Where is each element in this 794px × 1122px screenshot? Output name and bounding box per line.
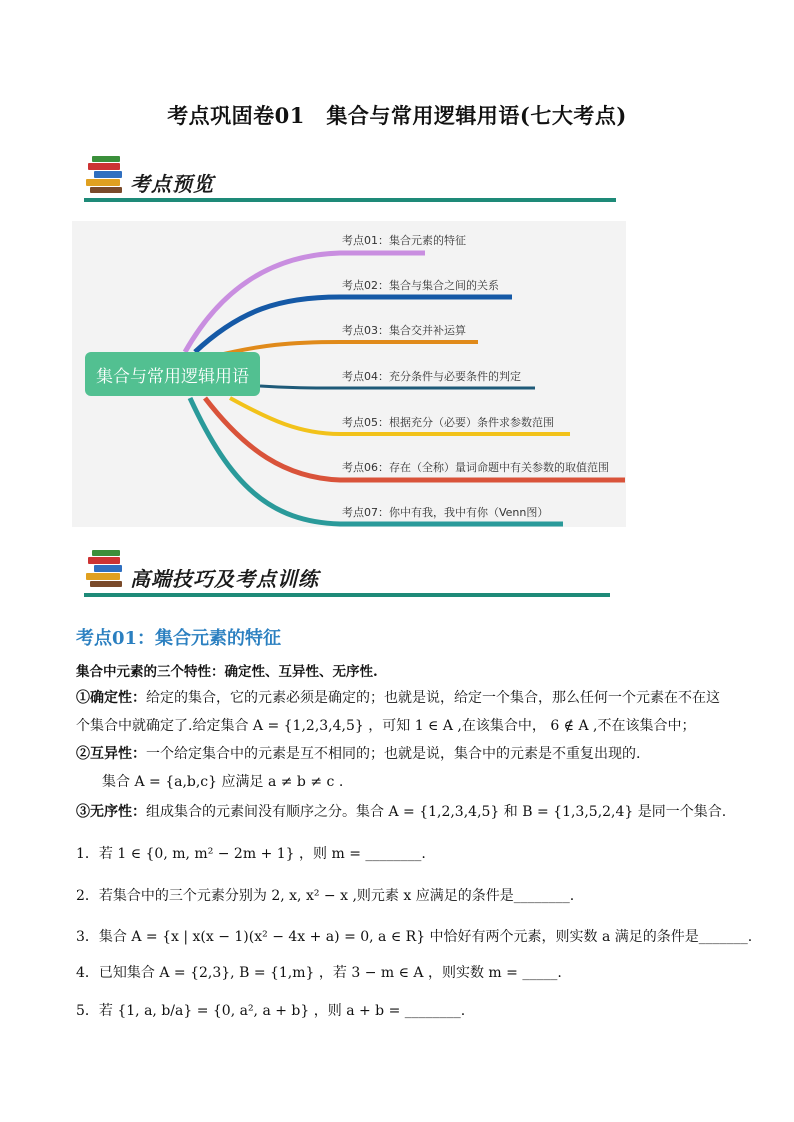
- training-divider: [84, 593, 610, 597]
- mindmap-branch-label-07: 考点07：你中有我，我中有你（Venn图）: [342, 506, 549, 519]
- mindmap-branch-label-04: 考点04：充分条件与必要条件的判定: [342, 370, 521, 383]
- paragraph-line: 集合 A = {a,b,c} 应满足 a ≠ b ≠ c .: [102, 774, 344, 790]
- question-4: 4．已知集合 A = {2,3}, B = {1,m} ，若 3 − m ∈ A ，则实数 m = _____.: [76, 965, 562, 981]
- question-1: 1．若 1 ∈ {0, m, m² − 2m + 1} ，则 m = ________.: [76, 846, 426, 862]
- question-2: 2．若集合中的三个元素分别为 2, x, x² − x ,则元素 x 应满足的条件是________.: [76, 888, 575, 904]
- mindmap-branch-label-05: 考点05：根据充分（必要）条件求参数范围: [342, 416, 554, 429]
- mindmap-branch-label-06: 考点06：存在（全称）量词命题中有关参数的取值范围: [342, 461, 609, 474]
- paragraph-head: ①确定性：: [76, 690, 146, 706]
- paragraph-head: ③无序性：: [76, 804, 146, 820]
- section-intro: 集合中元素的三个特性：确定性、互异性、无序性.: [76, 664, 378, 680]
- paragraph-head: ②互异性：: [76, 746, 146, 762]
- mindmap-branch-label-02: 考点02：集合与集合之间的关系: [342, 279, 499, 292]
- paragraph-line: 给定的集合，它的元素必须是确定的；也就是说，给定一个集合，那么任何一个元素在不在这: [146, 690, 720, 706]
- section-title: 考点01：集合元素的特征: [76, 628, 282, 649]
- paragraph-line: 个集合中就确定了.给定集合 A = {1,2,3,4,5} ，可知 1 ∈ A ,在该集合中， 6 ∉ A ,不在该集合中；: [76, 718, 696, 734]
- paragraph-determinacy: [76, 684, 720, 712]
- paragraph-unordered: [76, 798, 726, 826]
- page-title: 考点巩固卷01 集合与常用逻辑用语(七大考点): [167, 103, 627, 128]
- books-icon: [84, 548, 128, 588]
- mindmap-root-node: 集合与常用逻辑用语: [85, 352, 260, 396]
- paragraph-distinctness: [76, 740, 640, 768]
- mindmap-branch-label-03: 考点03：集合交并补运算: [342, 324, 466, 337]
- question-3: 3．集合 A = {x | x(x − 1)(x² − 4x + a) = 0, a ∈ R} 中恰好有两个元素，则实数 a 满足的条件是_______.: [76, 929, 753, 945]
- question-5: 5．若 {1, a, b/a} = {0, a², a + b} ，则 a + b = ________.: [76, 1003, 466, 1019]
- paragraph-line: 一个给定集合中的元素是互不相同的；也就是说，集合中的元素是不重复出现的.: [146, 746, 641, 762]
- paragraph-line: 组成集合的元素间没有顺序之分。集合 A = {1,2,3,4,5} 和 B = {1,3,5,2,4} 是同一个集合.: [146, 804, 727, 820]
- preview-banner-title: 考点预览: [130, 172, 214, 196]
- branch-line-04: [260, 386, 535, 388]
- training-banner-title: 高端技巧及考点训练: [130, 567, 319, 591]
- mindmap-branch-label-01: 考点01：集合元素的特征: [342, 234, 466, 247]
